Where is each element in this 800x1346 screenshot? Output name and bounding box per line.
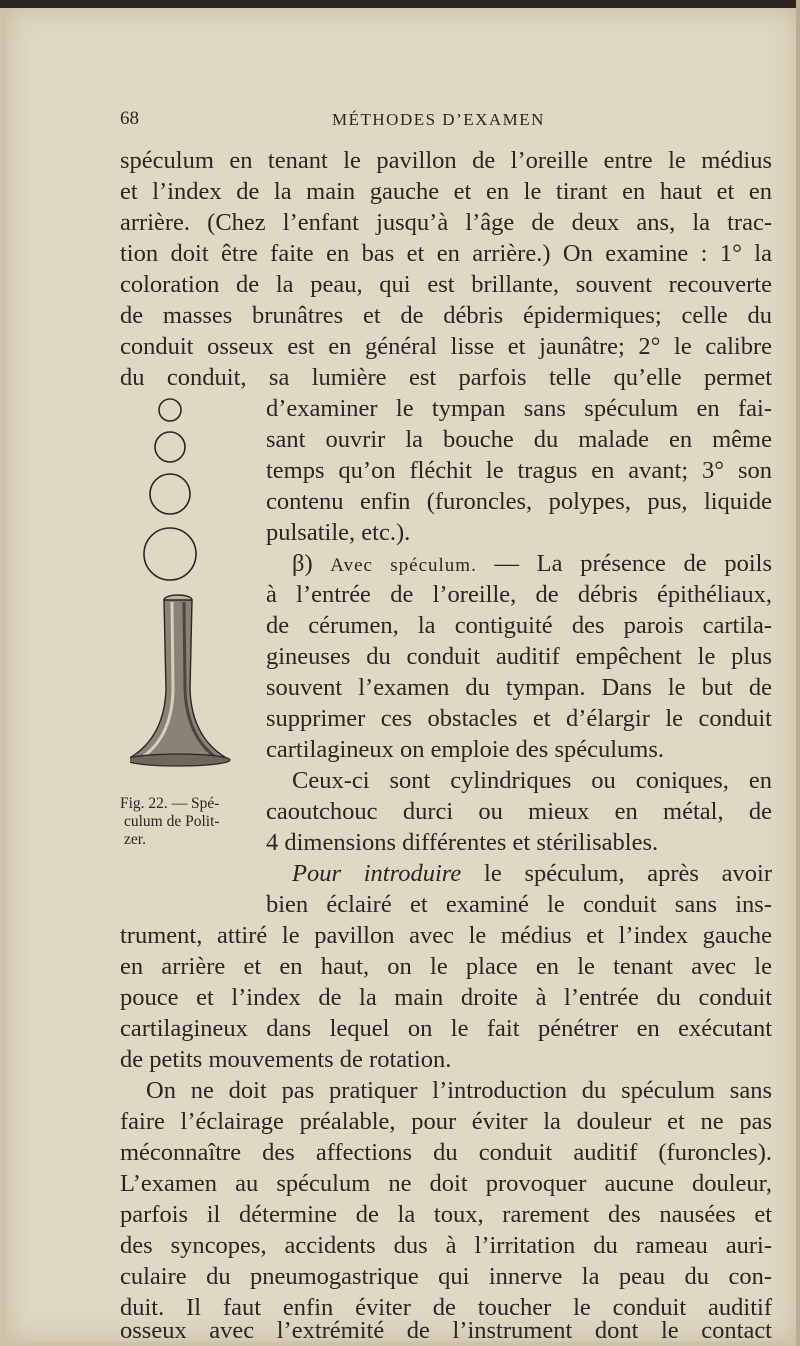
text-line: et l’index de la main gauche et en le tirant en haut et en: [120, 178, 772, 205]
speculum-figure: [130, 390, 250, 790]
text-line: contenu enfin (furoncles, polypes, pus, liquide: [266, 488, 772, 515]
text-line: culaire du pneumogastrique qui innerve la peau du con-: [120, 1263, 772, 1290]
text-line: souvent l’examen du tympan. Dans le but de: [266, 674, 772, 701]
text-line: conduit osseux est en général lisse et jaunâtre; 2° le calibre: [120, 333, 772, 360]
text-line: d’examiner le tympan sans spéculum en fai-: [266, 395, 772, 422]
text-line: caoutchouc durci ou mieux en métal, de: [266, 798, 772, 825]
section-beta-heading-line: [266, 549, 772, 579]
text-line: temps qu’on fléchit le tragus en avant; 3° son: [266, 457, 772, 484]
text-line: L’examen au spéculum ne doit provoquer aucune douleur,: [120, 1170, 772, 1197]
text-line: cartilagineux dans lequel on le fait pénétrer en exécutant: [120, 1015, 772, 1042]
intro-line: [266, 859, 772, 889]
text-line: cartilagineux on emploie des spéculums.: [266, 736, 665, 763]
section-heading: Avec spéculum.: [330, 555, 477, 576]
text-line: méconnaître des affections du conduit auditif (furoncles).: [120, 1139, 772, 1166]
text-line: osseux avec l’extrémité de l’instrument dont le contact: [120, 1317, 772, 1344]
intro-emphasis: Pour introduire: [292, 860, 462, 887]
text-line: de masses brunâtres et de débris épidermiques; celle du: [120, 302, 772, 329]
text-line: du conduit, sa lumière est parfois telle qu’elle permet: [120, 364, 772, 391]
text-line: bien éclairé et examiné le conduit sans ins-: [266, 891, 772, 918]
text-line: gineuses du conduit auditif empêchent le plus: [266, 643, 772, 670]
speculum-body: [130, 595, 230, 766]
speculum-ring-xlarge: [144, 528, 196, 580]
section-marker: β): [292, 550, 331, 577]
text-line: des syncopes, accidents dus à l’irritation du rameau auri-: [120, 1232, 772, 1259]
speculum-ring-large: [150, 474, 190, 514]
text-line: 4 dimensions différentes et stérilisables.: [266, 829, 659, 856]
section-heading-rest: — La présence de poils: [476, 550, 772, 577]
text-line: coloration de la peau, qui est brillante, souvent recouverte: [120, 271, 772, 298]
speculum-ring-medium: [155, 432, 185, 462]
page-number: 68: [120, 108, 139, 129]
text-line: Ceux-ci sont cylindriques ou coniques, en: [292, 767, 772, 794]
intro-rest: le spéculum, après avoir: [461, 860, 773, 887]
speculum-ring-small: [159, 399, 181, 421]
text-line: tion doit être faite en bas et en arrière.) On examine : 1° la: [120, 240, 772, 267]
text-line: en arrière et en haut, on le place en le tenant avec le: [120, 953, 772, 980]
text-line: spéculum en tenant le pavillon de l’oreille entre le médius: [120, 147, 772, 174]
figure-caption-line: culum de Polit-: [124, 813, 220, 830]
text-line: pouce et l’index de la main droite à l’entrée du conduit: [120, 984, 772, 1011]
running-title: MÉTHODES D’EXAMEN: [332, 110, 545, 129]
text-line: duit. Il faut enfin éviter de toucher le conduit auditif: [120, 1294, 772, 1321]
text-line: parfois il détermine de la toux, rarement des nausées et: [120, 1201, 772, 1228]
text-line: de petits mouvements de rotation.: [120, 1046, 452, 1073]
text-line: à l’entrée de l’oreille, de débris épithéliaux,: [266, 581, 772, 608]
scan-right-edge: [796, 0, 800, 1346]
text-line: supprimer ces obstacles et d’élargir le conduit: [266, 705, 772, 732]
text-line: On ne doit pas pratiquer l’introduction du spéculum sans: [146, 1077, 772, 1104]
text-line: de cérumen, la contiguité des parois cartila-: [266, 612, 772, 639]
figure-caption-line: zer.: [124, 831, 146, 848]
figure-caption-line: Fig. 22. — Spé-: [120, 795, 220, 812]
text-line: pulsatile, etc.).: [266, 519, 411, 546]
scan-top-border: [0, 0, 800, 8]
text-line: sant ouvrir la bouche du malade en même: [266, 426, 772, 453]
text-line: faire l’éclairage préalable, pour éviter la douleur et ne pas: [120, 1108, 772, 1135]
text-line: trument, attiré le pavillon avec le médius et l’index gauche: [120, 922, 772, 949]
text-line: arrière. (Chez l’enfant jusqu’à l’âge de deux ans, la trac-: [120, 209, 772, 236]
